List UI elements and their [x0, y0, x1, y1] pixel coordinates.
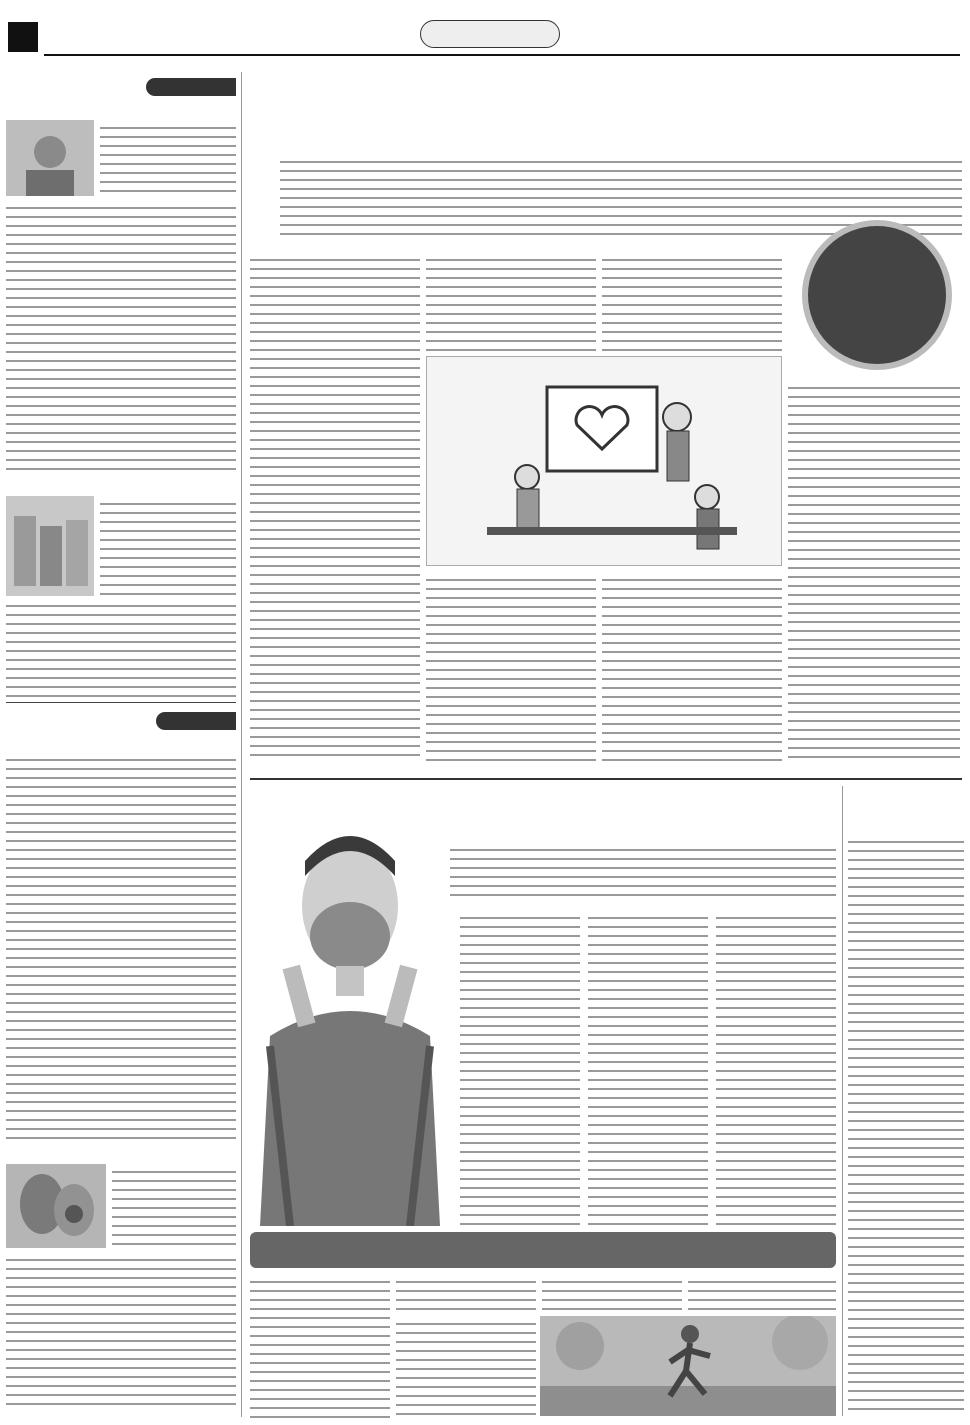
cold-drinks-title	[6, 476, 236, 490]
science-text	[6, 752, 236, 1140]
ramadan-image	[6, 120, 94, 196]
depression-article	[250, 786, 836, 1226]
main-col-1	[788, 380, 960, 760]
science-badge	[156, 712, 236, 730]
ramadan-text-a	[100, 120, 236, 198]
column-rule	[241, 72, 242, 1417]
website	[44, 34, 374, 50]
men-women-col-3b	[396, 1316, 536, 1416]
latin-name	[370, 56, 570, 66]
main-col-2a	[602, 252, 782, 352]
men-women-article	[250, 1232, 836, 1418]
right-col-title	[848, 788, 964, 828]
depression-title	[400, 792, 836, 836]
section-label	[420, 20, 560, 48]
cold-drinks-text-a	[100, 496, 236, 596]
column-rule-right	[842, 786, 843, 1416]
cold-drinks-image	[6, 496, 94, 596]
page-number	[8, 22, 38, 52]
depression-col-1	[716, 910, 836, 1226]
right-column	[848, 786, 964, 1416]
depression-intro	[400, 842, 836, 902]
man-photo	[250, 816, 450, 1226]
men-women-col-3a	[396, 1274, 536, 1312]
men-women-title	[270, 1234, 816, 1266]
avocado-text-a	[112, 1164, 236, 1250]
depression-col-3	[460, 910, 580, 1226]
date-issue	[580, 30, 850, 48]
main-col-4	[250, 252, 420, 762]
main-article	[250, 72, 962, 772]
ramadan-badge	[146, 78, 236, 96]
counseling-illustration	[426, 356, 782, 566]
men-women-col-2a	[542, 1274, 682, 1312]
ramadan-title	[6, 102, 236, 116]
avocado-text-b	[6, 1252, 236, 1412]
avocado-title	[6, 1144, 236, 1158]
main-title	[280, 80, 962, 150]
main-col-2b	[602, 572, 782, 762]
right-col-text	[848, 834, 964, 1414]
cold-drinks-text-b	[6, 598, 236, 698]
left-column	[6, 72, 236, 1417]
avocado-image	[6, 1164, 106, 1248]
men-women-col-4	[250, 1274, 390, 1418]
side-badge	[802, 220, 952, 370]
main-col-3b	[426, 572, 596, 762]
divider	[6, 702, 236, 703]
science-title	[6, 734, 236, 748]
section-rule	[250, 778, 962, 780]
depression-col-2	[588, 910, 708, 1226]
masthead	[0, 0, 970, 62]
main-col-3a	[426, 252, 596, 352]
runner-image	[540, 1316, 836, 1416]
men-women-col-1a	[688, 1274, 836, 1312]
ramadan-text-b	[6, 200, 236, 470]
logo	[860, 6, 960, 52]
